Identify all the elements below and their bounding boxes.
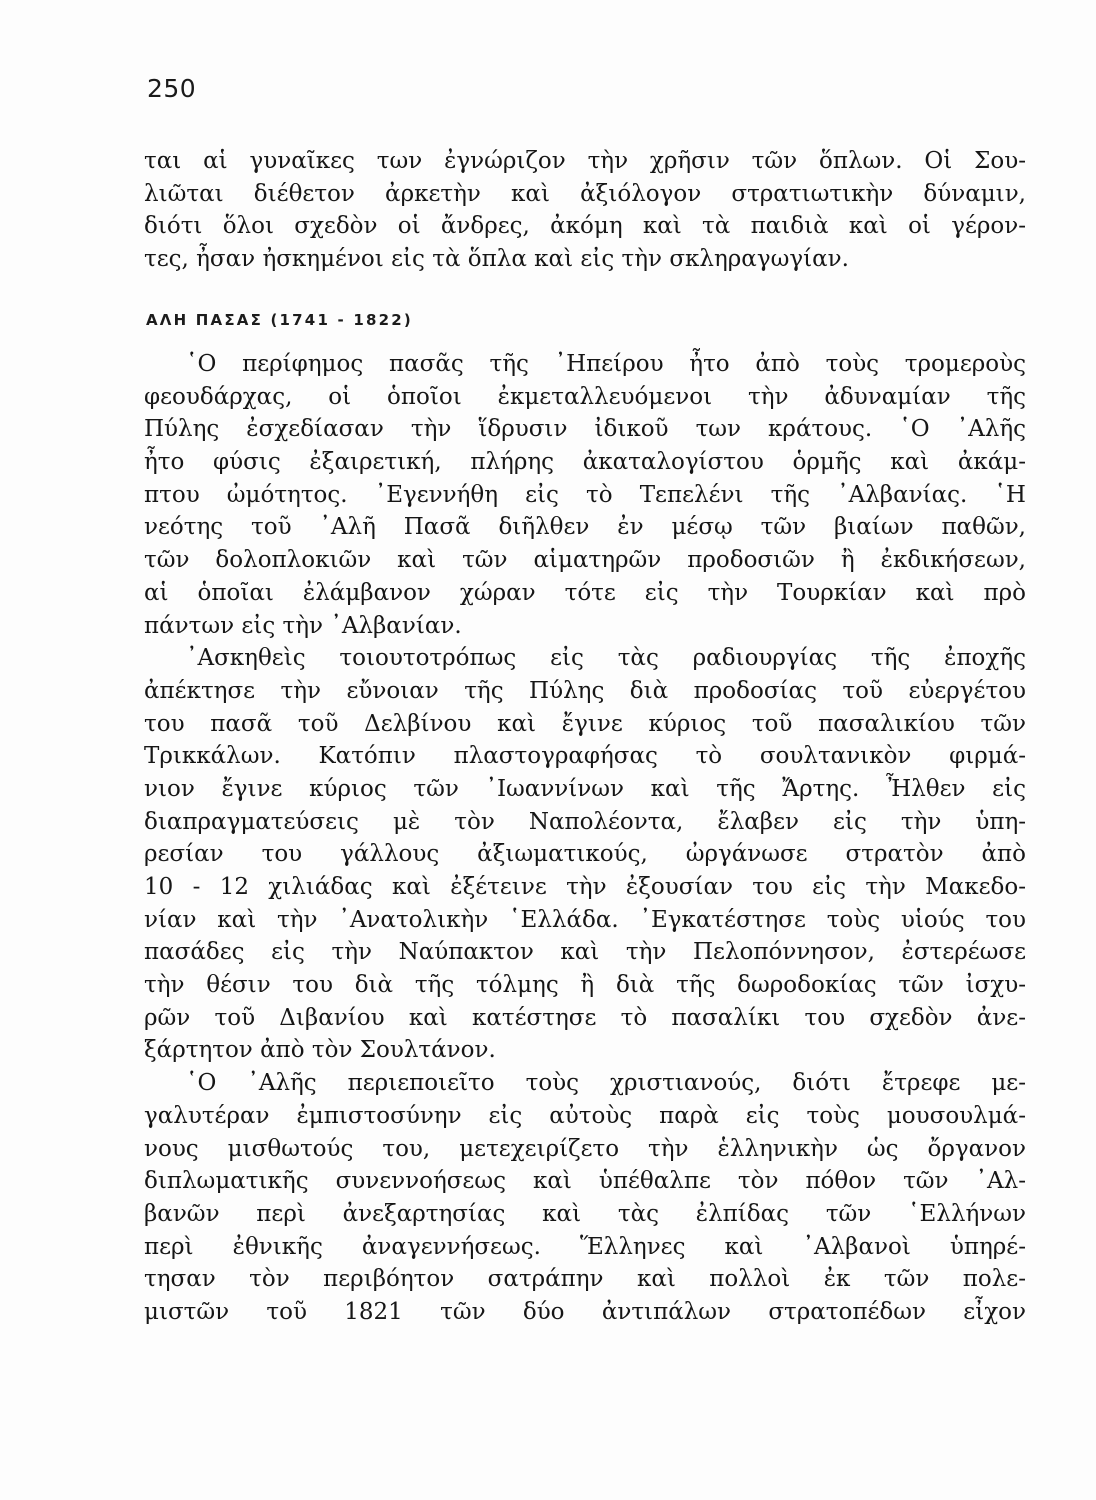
text-line: Πύλης ἐσχεδίασαν τὴν ἵδρυσιν ἰδικοῦ των κράτους. ῾Ο ᾿Αλῆς: [144, 416, 1026, 443]
text-line: αἱ ὁποῖαι ἐλάμβανον χώραν τότε εἰς τὴν Τουρκίαν καὶ πρὸ: [144, 579, 1026, 606]
intro-paragraph: [144, 145, 1026, 276]
text-line: διπλωματικῆς συνεννοήσεως καὶ ὑπέθαλπε τὸν πόθον τῶν ᾿Αλ-: [144, 1168, 1026, 1195]
text-line: γαλυτέραν ἐμπιστοσύνην εἰς αὐτοὺς παρὰ εἰς τοὺς μουσουλμά-: [144, 1102, 1026, 1129]
text-line: ᾿Ασκηθεὶς τοιουτοτρόπως εἰς τὰς ραδιουργίας τῆς ἐποχῆς: [186, 645, 1026, 672]
section-heading: ΑΛΗ ΠΑΣΑΣ (1741 - 1822): [146, 311, 413, 329]
page-number: 250: [147, 74, 197, 103]
text-line: φεουδάρχας, οἱ ὁποῖοι ἐκμεταλλευόμενοι τὴν ἀδυναμίαν τῆς: [144, 383, 1026, 410]
text-line: μιστῶν τοῦ 1821 τῶν δύο ἀντιπάλων στρατοπέδων εἶχον: [144, 1298, 1026, 1325]
text-line: τὴν θέσιν του διὰ τῆς τόλμης ἢ διὰ τῆς δωροδοκίας τῶν ἰσχυ-: [144, 972, 1026, 999]
text-line: ἦτο φύσις ἐξαιρετική, πλήρης ἀκαταλογίστου ὁρμῆς καὶ ἀκάμ-: [144, 449, 1026, 476]
text-line: ξάρτητον ἀπὸ τὸν Σουλτάνον.: [144, 1037, 496, 1064]
text-line: λιῶται διέθετον ἀρκετὴν καὶ ἀξιόλογον στρατιωτικὴν δύναμιν,: [144, 180, 1026, 207]
text-line: περὶ ἐθνικῆς ἀναγεννήσεως. Ἕλληνες καὶ ᾿Αλβανοὶ ὑπηρέ-: [144, 1233, 1026, 1260]
text-line: ῾Ο περίφημος πασᾶς τῆς ᾿Ηπείρου ἦτο ἀπὸ τοὺς τρομεροὺς: [186, 351, 1026, 377]
text-line: ρῶν τοῦ Διβανίου καὶ κατέστησε τὸ πασαλίκι του σχεδὸν ἀνε-: [144, 1004, 1026, 1031]
text-line: πασάδες εἰς τὴν Ναύπακτον καὶ τὴν Πελοπόννησον, ἐστερέωσε: [144, 939, 1026, 966]
text-line: τῶν δολοπλοκιῶν καὶ τῶν αἱματηρῶν προδοσιῶν ἢ ἐκδικήσεων,: [144, 547, 1026, 574]
text-line: νιον ἔγινε κύριος τῶν ᾿Ιωαννίνων καὶ τῆς Ἄρτης. Ἦλθεν εἰς: [144, 775, 1026, 802]
text-line: διαπραγματεύσεις μὲ τὸν Ναπολέοντα, ἔλαβεν εἰς τὴν ὑπη-: [144, 808, 1026, 835]
text-line: τες, ἦσαν ἠσκημένοι εἰς τὰ ὅπλα καὶ εἰς τὴν σκληραγωγίαν.: [144, 246, 849, 273]
text-line: πάντων εἰς τὴν ᾿Αλβανίαν.: [144, 612, 462, 639]
text-line: ἀπέκτησε τὴν εὔνοιαν τῆς Πύλης διὰ προδοσίας τοῦ εὐεργέτου: [144, 677, 1026, 704]
text-line: Τρικκάλων. Κατόπιν πλαστογραφήσας τὸ σουλτανικὸν φιρμά-: [144, 743, 1026, 770]
text-line: ῾Ο ᾿Αλῆς περιεποιεῖτο τοὺς χριστιανούς, διότι ἔτρεφε με-: [186, 1070, 1026, 1097]
text-line: 10 - 12 χιλιάδας καὶ ἐξέτεινε τὴν ἐξουσίαν του εἰς τὴν Μακεδο-: [144, 874, 1026, 900]
text-line: νεότης τοῦ ᾿Αλῆ Πασᾶ διῆλθεν ἐν μέσῳ τῶν βιαίων παθῶν,: [144, 514, 1026, 541]
text-line: διότι ὅλοι σχεδὸν οἱ ἄνδρες, ἀκόμη καὶ τὰ παιδιὰ καὶ οἱ γέρον-: [144, 213, 1026, 240]
text-line: τησαν τὸν περιβόητον σατράπην καὶ πολλοὶ ἐκ τῶν πολε-: [144, 1266, 1026, 1293]
body-text: [144, 348, 1026, 1329]
text-line: νίαν καὶ τὴν ᾿Ανατολικὴν ῾Ελλάδα. ᾿Εγκατέστησε τοὺς υἱούς του: [144, 906, 1026, 933]
text-line: νους μισθωτούς του, μετεχειρίζετο τὴν ἑλληνικὴν ὡς ὄργανον: [144, 1135, 1026, 1162]
text-line: ρεσίαν του γάλλους ἀξιωματικούς, ὠργάνωσε στρατὸν ἀπὸ: [144, 841, 1026, 868]
text-line: βανῶν περὶ ἀνεξαρτησίας καὶ τὰς ἐλπίδας τῶν ῾Ελλήνων: [144, 1200, 1026, 1227]
text-line: ται αἱ γυναῖκες των ἐγνώριζον τὴν χρῆσιν τῶν ὅπλων. Οἱ Σου-: [144, 148, 1026, 174]
text-line: πτου ὠμότητος. ᾿Εγεννήθη εἰς τὸ Τεπελένι τῆς ᾿Αλβανίας. ῾Η: [144, 481, 1026, 508]
text-line: του πασᾶ τοῦ Δελβίνου καὶ ἔγινε κύριος τοῦ πασαλικίου τῶν: [144, 710, 1026, 737]
